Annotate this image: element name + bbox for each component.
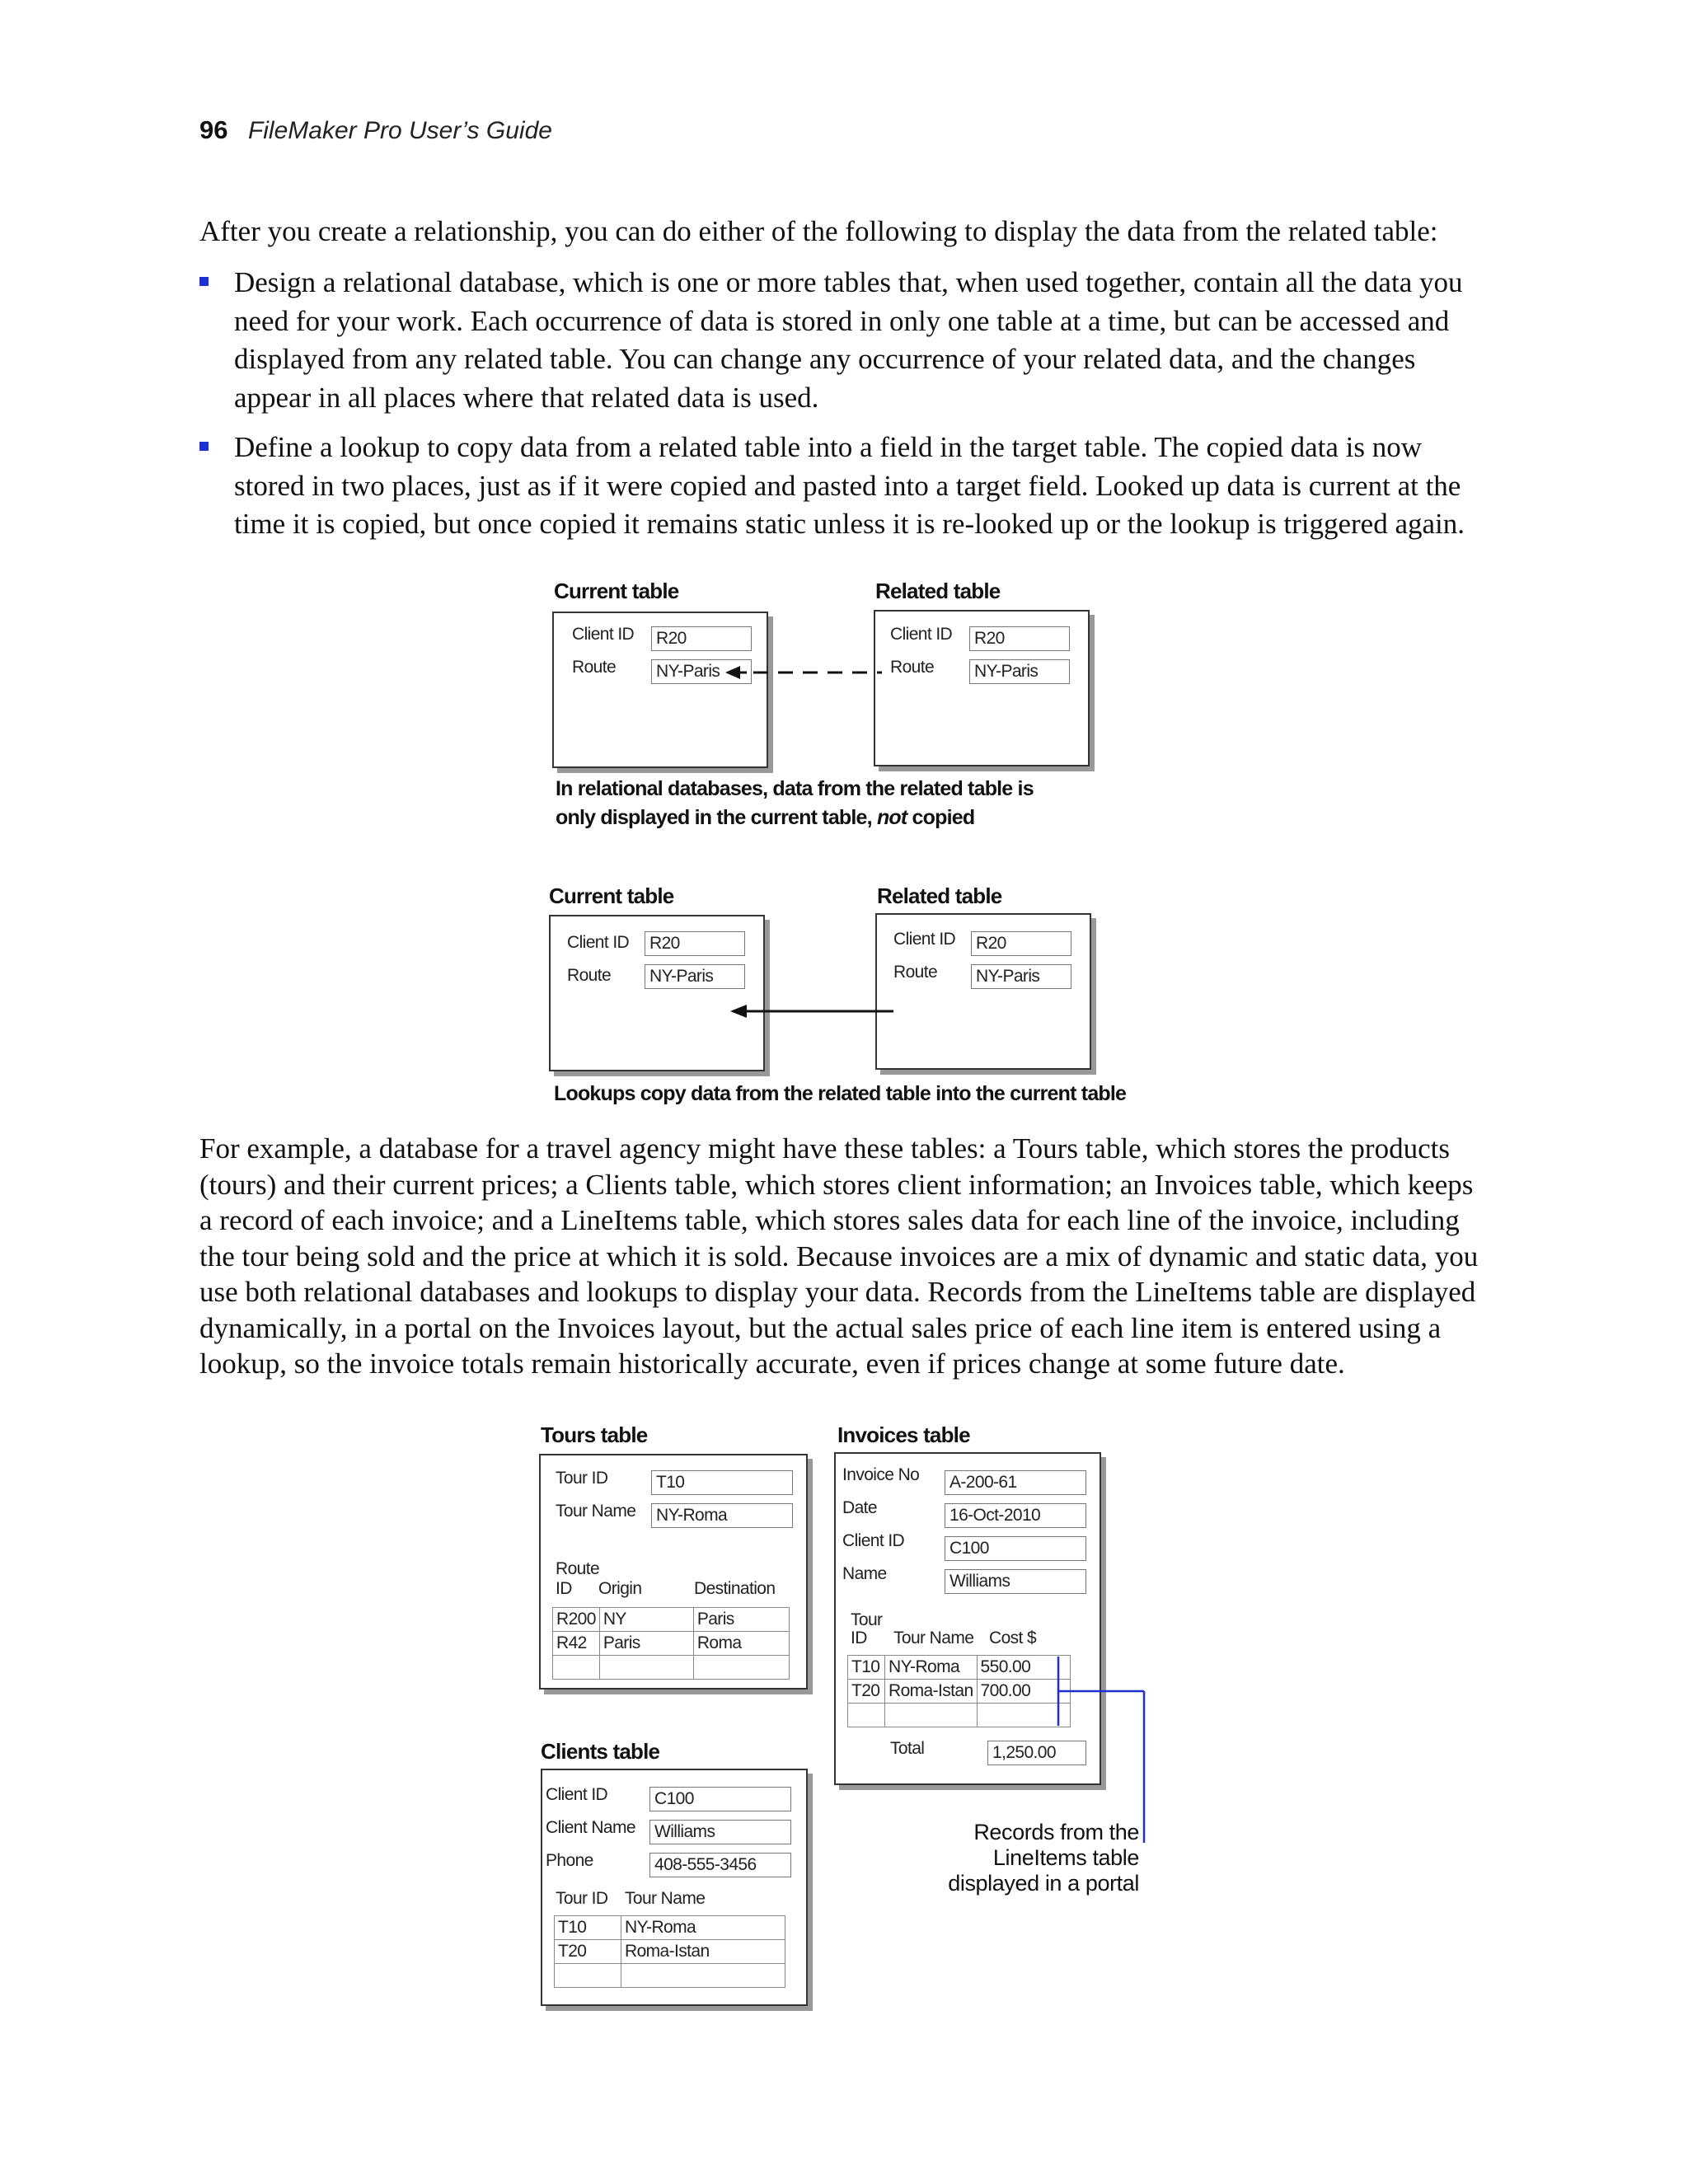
invoice-no-field: A-200-61 (945, 1470, 1086, 1495)
client-id-field: R20 (651, 626, 752, 651)
date-field: 16-Oct-2010 (945, 1503, 1086, 1528)
clients-table-title: Clients table (541, 1739, 660, 1764)
diagram2-current-table-label: Current table (549, 883, 674, 908)
origin-cell: Paris (599, 1632, 693, 1656)
bullet-text: Design a relational database, which is one or more tables that, when used together, contain all the data you need for your work. Each occurrence of data is stored in only one table at a time, but can be accessed and displayed from any related table. You can change any occurrence of your related data, and the changes appear in all places where that related data is used. (234, 266, 1463, 414)
tour-id-cell: T20 (848, 1680, 885, 1704)
annotation-line: displayed in a portal (948, 1871, 1139, 1896)
cost-header: Cost $ (989, 1629, 1037, 1647)
tour-name-header: Tour Name (893, 1629, 974, 1647)
example-paragraph: For example, a database for a travel agency might have these tables: a Tours table, which stores the products (tours) and their current prices; a Clients table, which stores client information; an Invoices table, which keeps a record of each invoice; and a LineItems table, which stores sales data for each line of the invoice, including the tour being sold and the price at which it is sold. Because invoices are a mix of dynamic and static data, you use both relational databases and lookups to display your data. Records from the LineItems table are displayed dynamically, in a portal on the Invoices layout, but the actual sales price of each line item is entered using a lookup, so the invoice totals remain historically accurate, even if prices change at some future date. (199, 1132, 1479, 1380)
invoices-table-title: Invoices table (837, 1422, 970, 1447)
route-field: NY-Paris (645, 964, 745, 989)
client-id-field: C100 (649, 1787, 791, 1811)
date-label: Date (842, 1498, 877, 1517)
tour-id-header: Tour ID (556, 1889, 608, 1908)
caption-line: only displayed in the current table, not copied (556, 806, 975, 829)
tour-id-header: ID (851, 1629, 867, 1647)
name-field: Williams (945, 1569, 1086, 1594)
cost-cell: 700.00 (977, 1680, 1070, 1704)
caption-emphasis: not (876, 806, 907, 829)
invoice-no-label: Invoice No (842, 1465, 920, 1484)
total-label: Total (890, 1739, 925, 1758)
client-id-label: Client ID (890, 625, 953, 644)
tour-name-cell: NY-Roma (621, 1916, 785, 1940)
client-name-label: Client Name (546, 1818, 635, 1837)
client-id-label: Client ID (567, 933, 630, 952)
tour-name-cell: Roma-Istan (885, 1680, 978, 1704)
destination-cell: Paris (693, 1608, 789, 1632)
client-id-field: R20 (969, 626, 1070, 651)
route-label: Route (572, 658, 617, 677)
origin-cell: NY (599, 1608, 693, 1632)
annotation-line: Records from the (973, 1820, 1139, 1844)
route-label: Route (890, 658, 935, 677)
client-id-field: R20 (645, 931, 745, 956)
client-id-label: Client ID (893, 930, 956, 949)
annotation-line: LineItems table (992, 1845, 1139, 1870)
diagram1-related-table-label: Related table (875, 579, 1001, 603)
tour-id-header: Tour (851, 1610, 883, 1629)
client-id-label: Client ID (546, 1785, 608, 1804)
client-name-field: Williams (649, 1820, 791, 1844)
tour-name-header: Tour Name (625, 1889, 706, 1908)
total-field: 1,250.00 (987, 1741, 1086, 1765)
tour-name-cell: NY-Roma (885, 1656, 978, 1680)
route-label: Route (567, 966, 612, 985)
destination-header: Destination (694, 1579, 776, 1598)
bullet-text: Define a lookup to copy data from a related table into a field in the target table. The copied data is now stored in two places, just as if it were copied and pasted into a target field. Looked up data is current at the time it is copied, but once copied it remains static unless it is re-looked up or the lookup is triggered again. (234, 431, 1465, 540)
route-id-cell: R200 (553, 1608, 600, 1632)
origin-header: Origin (598, 1579, 642, 1598)
phone-field: 408-555-3456 (649, 1853, 791, 1877)
route-label: Route (893, 963, 938, 982)
diagram2-related-table-label: Related table (877, 883, 1002, 908)
diagram2-caption: Lookups copy data from the related table into the current table (554, 1082, 1127, 1105)
arrowhead-icon (730, 1005, 747, 1018)
page-number: 96 (199, 115, 228, 144)
tour-name-field: NY-Roma (651, 1503, 793, 1528)
route-field: NY-Paris (651, 659, 752, 684)
client-id-label: Client ID (572, 625, 635, 644)
book-title: FileMaker Pro User’s Guide (247, 117, 552, 144)
diagram1-current-table-label: Current table (554, 579, 679, 603)
client-id-field: C100 (945, 1536, 1086, 1561)
intro-paragraph: After you create a relationship, you can do either of the following to display the data from the related table: (199, 215, 1438, 247)
caption-line: In relational databases, data from the related table is (556, 777, 1034, 800)
cost-cell: 550.00 (977, 1656, 1070, 1680)
route-id-header: Route (556, 1559, 600, 1578)
tour-id-cell: T10 (848, 1656, 885, 1680)
client-id-label: Client ID (842, 1531, 905, 1550)
route-field: NY-Paris (969, 659, 1070, 684)
tours-table-title: Tours table (541, 1422, 648, 1447)
client-id-field: R20 (971, 931, 1071, 956)
name-label: Name (842, 1564, 887, 1583)
tour-name-label: Tour Name (556, 1502, 636, 1521)
tour-name-cell: Roma-Istan (621, 1940, 785, 1964)
route-id-cell: R42 (553, 1632, 600, 1656)
phone-label: Phone (546, 1851, 593, 1870)
tour-id-cell: T20 (555, 1940, 621, 1964)
tour-id-cell: T10 (555, 1916, 621, 1940)
tour-id-field: T10 (651, 1470, 793, 1495)
route-id-header: ID (556, 1579, 572, 1598)
route-field: NY-Paris (971, 964, 1071, 989)
tour-id-label: Tour ID (556, 1469, 608, 1488)
arrowhead-icon (725, 666, 740, 679)
destination-cell: Roma (693, 1632, 789, 1656)
